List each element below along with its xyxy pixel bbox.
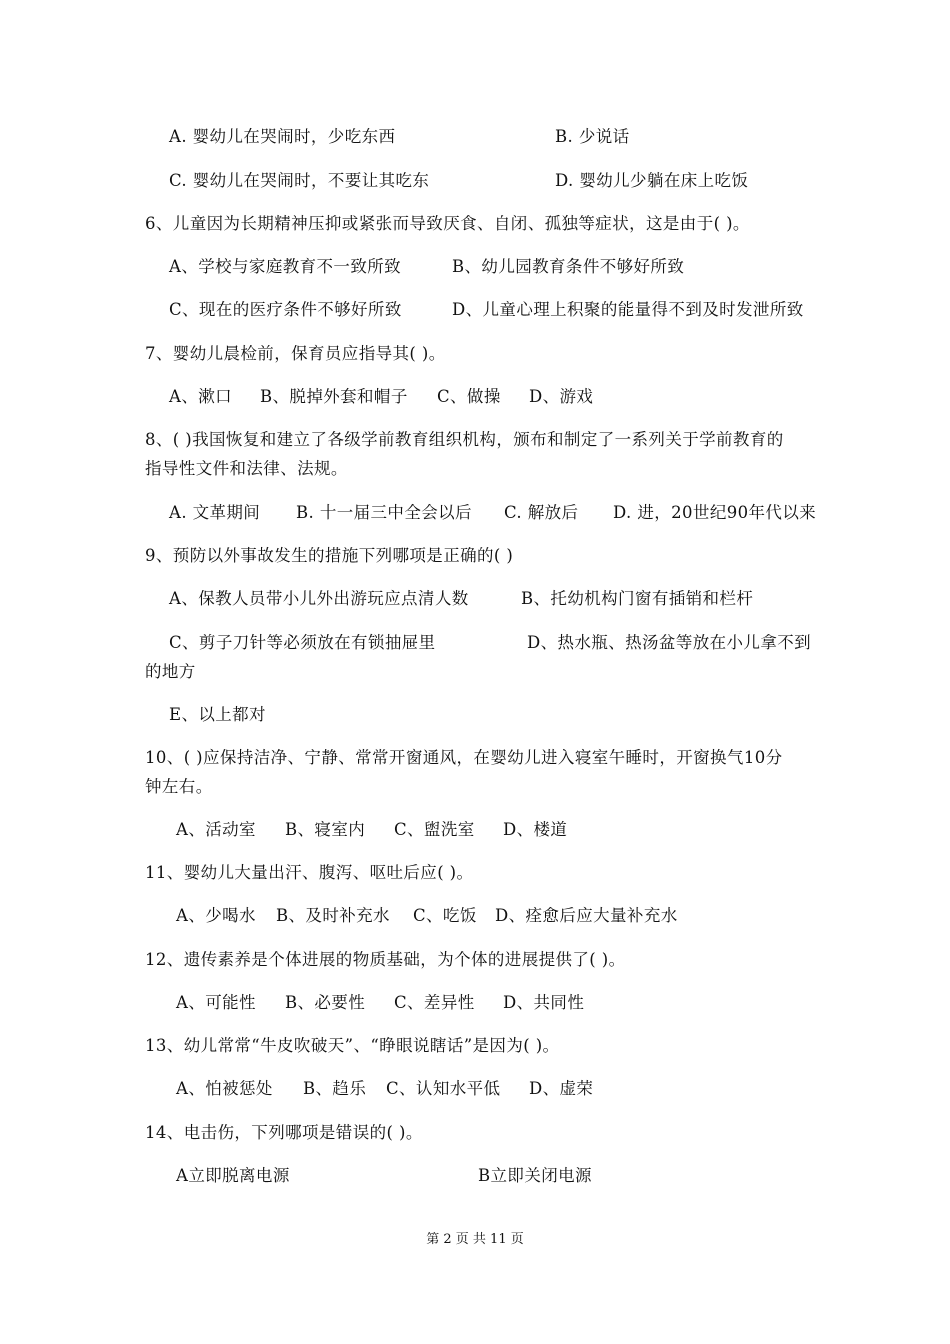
q10-option-d: D、楼道 (503, 820, 568, 839)
q12-stem: 12、遗传素养是个体进展的物质基础，为个体的进展提供了( )。 (145, 950, 626, 969)
q13-option-a: A、怕被惩处 (176, 1079, 273, 1098)
q9-option-a: A、保教人员带小儿外出游玩应点清人数 (169, 589, 469, 608)
q7-option-c: C、做操 (437, 387, 501, 406)
q5-option-d: D. 婴幼儿少躺在床上吃饭 (555, 171, 749, 190)
q6-option-c: C、现在的医疗条件不够好所致 (169, 300, 402, 319)
q13-option-d: D、虚荣 (529, 1079, 594, 1098)
q8-option-c: C. 解放后 (504, 503, 579, 522)
q5-option-b: B. 少说话 (555, 127, 630, 146)
page-footer: 第 2 页 共 11 页 (426, 1232, 524, 1247)
q8-option-d: D. 进，20世纪90年代以来 (613, 503, 817, 522)
q8-option-a: A. 文革期间 (169, 503, 261, 522)
q9-stem: 9、预防以外事故发生的措施下列哪项是正确的( ) (145, 546, 514, 565)
q7-stem: 7、婴幼儿晨检前，保育员应指导其( )。 (145, 344, 446, 363)
q10-option-a: A、活动室 (176, 820, 256, 839)
q13-stem: 13、幼儿常常“牛皮吹破天”、“睁眼说瞎话”是因为( )。 (145, 1036, 560, 1055)
q7-option-b: B、脱掉外套和帽子 (260, 387, 408, 406)
q11-stem: 11、婴幼儿大量出汗、腹泻、呕吐后应( )。 (145, 863, 474, 882)
q6-stem: 6、儿童因为长期精神压抑或紧张而导致厌食、自闭、孤独等症状，这是由于( )。 (145, 214, 750, 233)
q13-option-c: C、认知水平低 (386, 1079, 501, 1098)
q8-option-b: B. 十一届三中全会以后 (296, 503, 472, 522)
q6-option-b: B、幼儿园教育条件不够好所致 (452, 257, 685, 276)
q11-option-b: B、及时补充水 (276, 906, 390, 925)
q11-option-a: A、少喝水 (176, 906, 256, 925)
q9-option-c: C、剪子刀针等必须放在有锁抽屉里 (169, 633, 436, 652)
q10-stem-line1: 10、( )应保持洁净、宁静、常常开窗通风，在婴幼儿进入寝室午睡时，开窗换气10分 (145, 748, 783, 767)
q9-option-d: D、热水瓶、热汤盆等放在小儿拿不到 (527, 633, 812, 652)
q14-stem: 14、电击伤，下列哪项是错误的( )。 (145, 1123, 423, 1142)
q10-stem-line2: 钟左右。 (145, 777, 213, 796)
q13-option-b: B、趋乐 (303, 1079, 367, 1098)
q12-option-d: D、共同性 (503, 993, 585, 1012)
q5-option-c: C. 婴幼儿在哭闹时，不要让其吃东 (169, 171, 430, 190)
q9-option-e: E、以上都对 (169, 705, 266, 724)
q7-option-d: D、游戏 (529, 387, 594, 406)
q11-option-c: C、吃饭 (413, 906, 477, 925)
q12-option-b: B、必要性 (285, 993, 366, 1012)
q14-option-b: B立即关闭电源 (478, 1166, 592, 1185)
q8-stem-line2: 指导性文件和法律、法规。 (145, 459, 348, 478)
q7-option-a: A、漱口 (169, 387, 233, 406)
q9-option-b: B、托幼机构门窗有插销和栏杆 (521, 589, 754, 608)
q11-option-d: D、痊愈后应大量补充水 (495, 906, 678, 925)
q9-option-d-cont: 的地方 (145, 662, 196, 681)
q12-option-a: A、可能性 (176, 993, 256, 1012)
q8-stem-line1: 8、( )我国恢复和建立了各级学前教育组织机构，颁布和制定了一系列关于学前教育的 (145, 430, 784, 449)
q5-option-a: A. 婴幼儿在哭闹时，少吃东西 (169, 127, 396, 146)
q10-option-c: C、盥洗室 (394, 820, 475, 839)
q14-option-a: A立即脱离电源 (176, 1166, 290, 1185)
q6-option-a: A、学校与家庭教育不一致所致 (169, 257, 402, 276)
q6-option-d: D、儿童心理上积聚的能量得不到及时发泄所致 (452, 300, 804, 319)
q10-option-b: B、寝室内 (285, 820, 366, 839)
q12-option-c: C、差异性 (394, 993, 475, 1012)
